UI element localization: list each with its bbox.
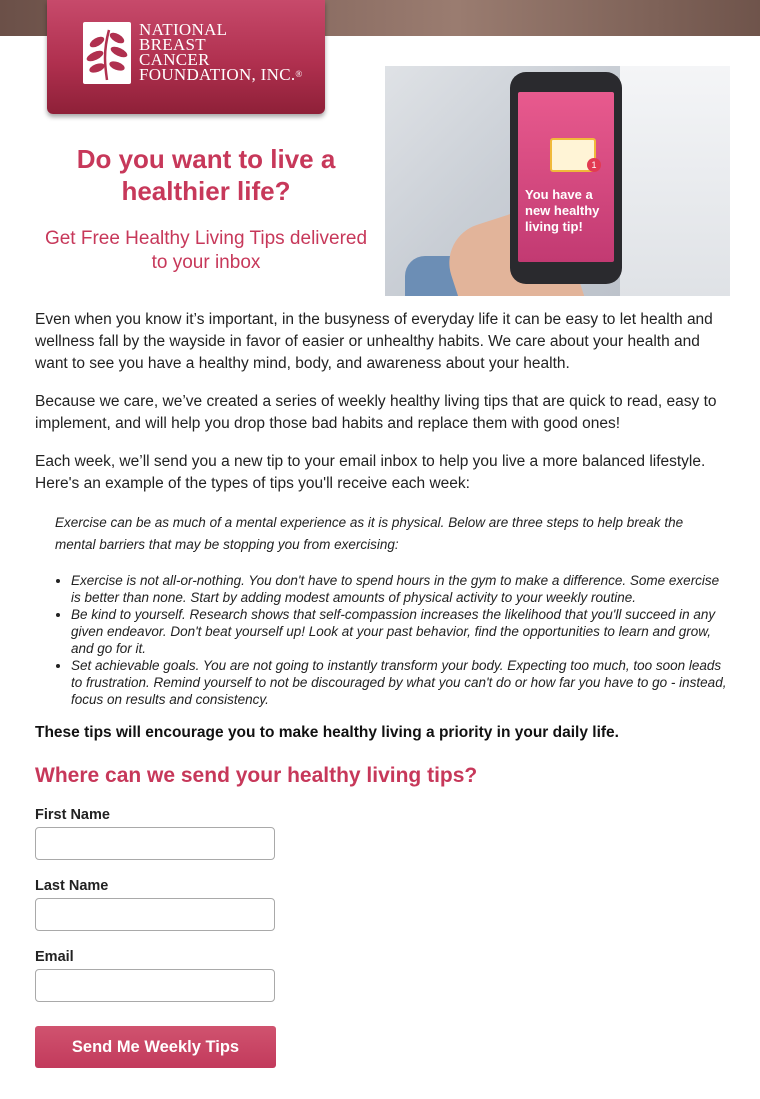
- last-name-input[interactable]: [35, 898, 275, 931]
- send-weekly-tips-button[interactable]: Send Me Weekly Tips: [35, 1026, 276, 1068]
- first-name-label: First Name: [35, 807, 110, 823]
- intro-paragraph-2: Because we care, we’ve created a series of weekly healthy living tips that are quick to read, easy to implement, and will help you drop those bad habits and replace them with good ones!: [35, 393, 717, 432]
- phone-illustration: [385, 66, 730, 296]
- hero-subhead: Get Free Healthy Living Tips delivered to your inbox: [44, 228, 368, 273]
- tip-item: • Set achievable goals. You are not going to instantly transform your body. Expecting too much, too soon leads to frustration. Remind yourself to not be discouraged by what you can't do or how far you have to go - instead, focus on results and consistency.: [71, 657, 731, 708]
- email-input[interactable]: [35, 969, 275, 1002]
- form-title: Where can we send your healthy living tips?: [35, 764, 478, 787]
- example-tips-list: [55, 572, 731, 708]
- phone-screen: [518, 92, 614, 262]
- logo-line: CANCER: [139, 50, 210, 69]
- tip-item: • Be kind to yourself. Research shows that self-compassion increases the likelihood that you'll succeed in any given endeavor. Don't beat yourself up! Look at your past behavior, find the opportunities to learn and grow, and go for it.: [71, 606, 731, 657]
- last-name-label: Last Name: [35, 878, 109, 894]
- background-window: [620, 66, 730, 296]
- closing-statement: These tips will encourage you to make healthy living a priority in your daily life.: [35, 724, 619, 741]
- first-name-input[interactable]: [35, 827, 275, 860]
- intro-paragraph-3: Each week, we’ll send you a new tip to your email inbox to help you live a more balanced lifestyle. Here's an example of the types of tips you'll receive each week:: [35, 453, 706, 492]
- email-label: Email: [35, 949, 74, 965]
- logo-line: FOUNDATION, INC.®: [139, 65, 303, 84]
- logo-line: BREAST: [139, 35, 206, 54]
- intro-paragraph-1: Even when you know it’s important, in the busyness of everyday life it can be easy to let health and wellness fall by the wayside in favor of easier or unhealthy habits. We care about your health and want to see you have a healthy mind, body, and awareness about your health.: [35, 311, 713, 372]
- phone-message: You have a new healthy living tip!: [525, 187, 600, 234]
- tip-item: • Exercise is not all-or-nothing. You don't have to spend hours in the gym to make a difference. Some exercise is better than none. Start by adding modest amounts of physical activity to your weekly routine.: [71, 572, 731, 606]
- logo-wordmark: [139, 22, 303, 82]
- example-intro: Exercise can be as much of a mental experience as it is physical. Below are three steps to help break the mental barriers that may be stopping you from exercising:: [55, 515, 684, 552]
- logo-line: NATIONAL: [139, 20, 228, 39]
- ribbon-plant-icon: [83, 22, 131, 84]
- nbcf-logo[interactable]: [47, 0, 325, 114]
- hero-headline: Do you want to live a healthier life?: [76, 144, 336, 206]
- notification-badge: 1: [587, 158, 601, 172]
